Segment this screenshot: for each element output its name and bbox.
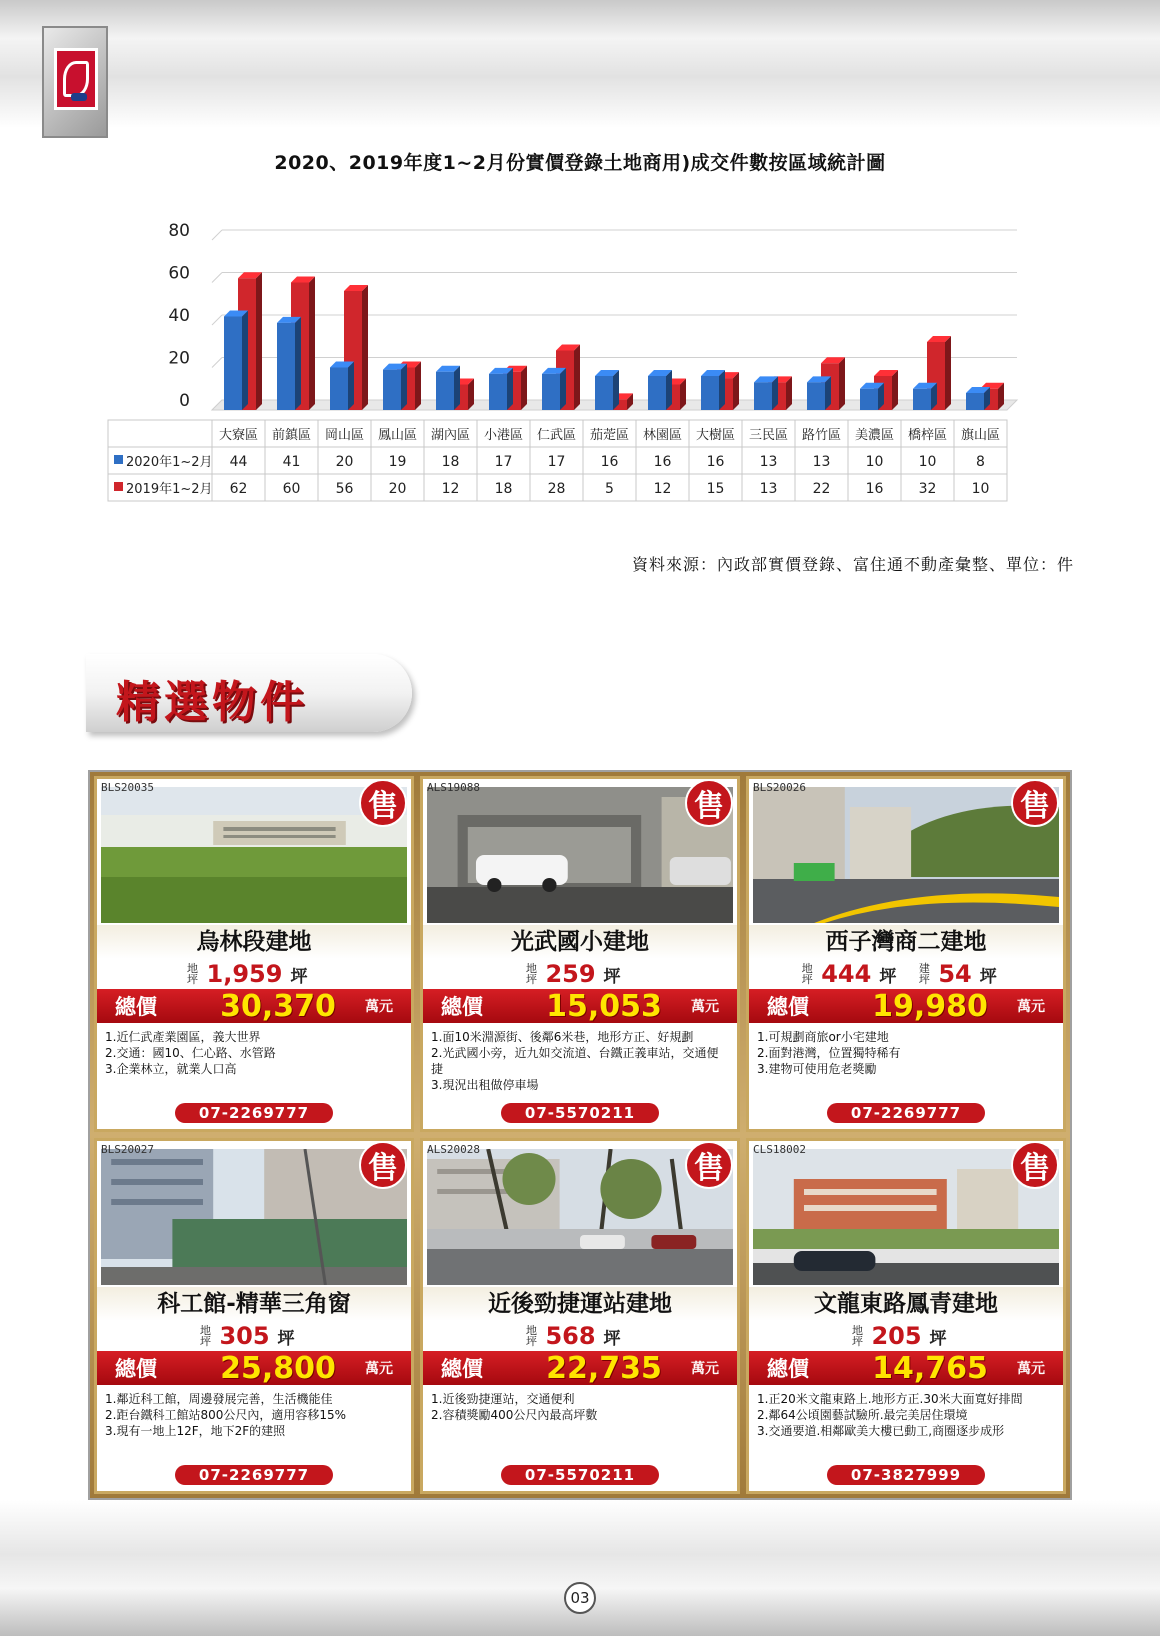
for-sale-badge: 售: [359, 779, 407, 827]
logo-emblem-icon: [54, 48, 98, 110]
listing-title[interactable]: 文龍東路鳳青建地: [749, 1287, 1063, 1321]
bar-2019-side: [362, 285, 368, 410]
data-label: 12: [653, 481, 672, 497]
land-area-label: 地 坪: [187, 962, 199, 986]
bar-2019-side: [839, 357, 845, 410]
area-row: [97, 1321, 411, 1351]
price-value: 30,370: [220, 988, 336, 1024]
price-label: 總價: [115, 1357, 157, 1381]
data-label: 12: [441, 481, 460, 497]
price-label: 總價: [767, 995, 809, 1019]
x-category-label: 林園區: [642, 428, 683, 443]
price-row: [749, 1351, 1063, 1385]
x-category-label: 路竹區: [801, 428, 842, 443]
feature-item: 1.鄰近科工館，周邊發展完善，生活機能佳: [105, 1392, 333, 1406]
feature-item: 1.近後勁捷運站，交通便利: [431, 1392, 575, 1406]
data-label: 44: [229, 454, 248, 470]
price-unit: 萬元: [1017, 1361, 1045, 1377]
price-unit: 萬元: [365, 999, 393, 1015]
data-label: 62: [229, 481, 248, 497]
listing-card[interactable]: [420, 1138, 740, 1494]
phone-button[interactable]: 07-2269777: [175, 1103, 333, 1123]
price-value: 14,765: [872, 1350, 988, 1386]
grid-line: [212, 358, 222, 368]
build-area-unit: 坪: [979, 966, 997, 987]
feature-item: 2.容積獎勵400公尺內最高坪數: [431, 1408, 598, 1422]
bar-2020: [648, 376, 666, 410]
data-label: 56: [335, 481, 354, 497]
bar-2019-side: [945, 336, 951, 410]
bar-2020: [277, 323, 295, 410]
grid-line: [212, 315, 222, 325]
bar-2020: [754, 382, 772, 410]
feature-list: [431, 1029, 729, 1093]
listing-title[interactable]: 烏林段建地: [97, 925, 411, 959]
price-row: [423, 989, 737, 1023]
for-sale-badge: 售: [1011, 779, 1059, 827]
price-row: [97, 1351, 411, 1385]
feature-item: 1.面10米淵源街、後鄰6米巷，地形方正、好規劃: [431, 1030, 694, 1044]
bar-2020: [224, 317, 242, 411]
land-area-unit: 坪: [603, 966, 621, 987]
listing-code: ALS19088: [427, 781, 480, 794]
area-row: [749, 959, 1063, 989]
price-label: 總價: [115, 995, 157, 1019]
data-label: 13: [759, 454, 778, 470]
land-area-label: 地 坪: [525, 962, 537, 986]
listing-card[interactable]: [94, 1138, 414, 1494]
land-area-unit: 坪: [929, 1328, 947, 1349]
price-label: 總價: [441, 1357, 483, 1381]
bar-2020: [966, 393, 984, 410]
bar-2020-side: [507, 368, 513, 410]
price-value: 19,980: [872, 988, 988, 1024]
land-area-unit: 坪: [879, 966, 897, 987]
build-area-label: 建 坪: [918, 962, 930, 986]
land-area-value: 205: [871, 1322, 922, 1350]
y-tick-label: 20: [168, 348, 190, 369]
area-row: [749, 1321, 1063, 1351]
data-label: 13: [812, 454, 831, 470]
price-unit: 萬元: [365, 1361, 393, 1377]
land-area-value: 259: [545, 960, 596, 988]
area-row: [423, 1321, 737, 1351]
data-label: 28: [547, 481, 566, 497]
footer-band: [0, 1500, 1160, 1636]
header-band: [0, 0, 1160, 128]
bar-2020: [807, 382, 825, 410]
listing-title[interactable]: 光武國小建地: [423, 925, 737, 959]
feature-list: [757, 1029, 1055, 1077]
price-unit: 萬元: [1017, 999, 1045, 1015]
data-label: 10: [971, 481, 990, 497]
bar-2020: [436, 372, 454, 410]
x-category-label: 岡山區: [324, 428, 365, 443]
bar-2019-side: [415, 362, 421, 411]
phone-button[interactable]: 07-5570211: [501, 1465, 659, 1485]
land-area-label: 地 坪: [525, 1324, 537, 1348]
bar-2020-side: [560, 368, 566, 410]
data-label: 17: [494, 454, 513, 470]
listing-card[interactable]: [420, 776, 740, 1132]
land-area-label: 地 坪: [851, 1324, 863, 1348]
feature-list: [431, 1391, 729, 1423]
bar-2020: [383, 370, 401, 410]
section-title: 精選物件: [116, 677, 308, 728]
chart-title: 2020、2019年度1~2月份實價登錄土地商用)成交件數按區域統計圖: [274, 152, 886, 174]
bar-2020: [330, 368, 348, 411]
x-category-label: 前鎮區: [271, 428, 312, 443]
bar-2019-side: [574, 345, 580, 411]
data-label: 60: [282, 481, 301, 497]
data-label: 16: [706, 454, 725, 470]
x-category-label: 大寮區: [218, 428, 259, 443]
data-label: 20: [388, 481, 407, 497]
listing-card[interactable]: [94, 776, 414, 1132]
listing-code: BLS20027: [101, 1143, 154, 1156]
listing-card[interactable]: [746, 1138, 1066, 1494]
bar-2020: [860, 389, 878, 410]
land-area-value: 1,959: [206, 960, 283, 988]
feature-item: 3.企業林立，就業人口高: [105, 1062, 237, 1076]
source-note: 資料來源：內政部實價登錄、富住通不動產彙整、單位：件: [631, 555, 1074, 574]
x-category-label: 茄萣區: [589, 428, 630, 443]
bar-2019-side: [733, 372, 739, 410]
phone-button[interactable]: 07-2269777: [827, 1103, 985, 1123]
data-label: 22: [812, 481, 831, 497]
data-label: 41: [282, 454, 301, 470]
bar-2020: [595, 376, 613, 410]
for-sale-badge: 售: [685, 779, 733, 827]
area-row: [97, 959, 411, 989]
x-category-label: 湖內區: [430, 428, 471, 443]
bar-2019-side: [309, 277, 315, 411]
feature-item: 1.可規劃商旅or小宅建地: [757, 1030, 889, 1044]
y-tick-label: 80: [168, 221, 190, 241]
bar-2020-side: [613, 370, 619, 410]
land-area-unit: 坪: [290, 966, 308, 987]
feature-list: [105, 1391, 403, 1439]
bar-2019-side: [521, 366, 527, 410]
feature-item: 2.鄰64公頃園藝試驗所.最完美居住環境: [757, 1408, 968, 1422]
legend-swatch: [114, 482, 123, 491]
listing-code: BLS20035: [101, 781, 154, 794]
feature-item: 2.光武國小旁，近九如交流道、台鐵正義車站，交通便捷: [431, 1046, 719, 1076]
for-sale-badge: 售: [685, 1141, 733, 1189]
data-label: 18: [441, 454, 460, 470]
grid-line: [212, 273, 222, 283]
legend-series-name: 2019年1~2月: [126, 482, 213, 497]
data-label: 20: [335, 454, 354, 470]
data-label: 5: [605, 481, 614, 497]
y-tick-label: 60: [168, 263, 190, 284]
x-category-label: 仁武區: [536, 428, 577, 443]
data-label: 16: [600, 454, 619, 470]
bar-2019-side: [256, 272, 262, 410]
listing-grid: [88, 770, 1072, 1500]
bar-chart: [100, 210, 1060, 540]
listing-code: BLS20026: [753, 781, 806, 794]
bar-2020: [489, 374, 507, 410]
bar-2020-side: [719, 370, 725, 410]
data-label: 18: [494, 481, 513, 497]
x-category-label: 大樹區: [695, 428, 736, 443]
bar-2020-side: [454, 366, 460, 410]
feature-item: 3.交通要道.相鄰歐美大樓已動工,商圈逐步成形: [757, 1424, 1005, 1438]
bar-2020-side: [666, 370, 672, 410]
bar-2020: [542, 374, 560, 410]
data-label: 10: [865, 454, 884, 470]
feature-list: [757, 1391, 1055, 1439]
y-tick-label: 40: [168, 306, 190, 326]
feature-item: 2.面對港灣，位置獨特稀有: [757, 1046, 901, 1060]
bar-2020-side: [242, 311, 248, 411]
land-area-value: 305: [219, 1322, 270, 1350]
section-header: [86, 654, 412, 732]
data-label: 10: [918, 454, 937, 470]
bar-2020-side: [348, 362, 354, 411]
data-label: 32: [918, 481, 937, 497]
bar-2020-side: [401, 364, 407, 410]
listing-code: ALS20028: [427, 1143, 480, 1156]
data-label: 17: [547, 454, 566, 470]
data-label: 16: [865, 481, 884, 497]
grid-line: [212, 230, 222, 240]
land-area-unit: 坪: [603, 1328, 621, 1349]
feature-item: 2.交通：國10、仁心路、水管路: [105, 1046, 276, 1060]
listing-title[interactable]: 近後勁捷運站建地: [423, 1287, 737, 1321]
feature-item: 1.近仁武產業園區，義大世界: [105, 1030, 261, 1044]
bar-2019-side: [892, 370, 898, 410]
land-area-label: 地 坪: [801, 962, 813, 986]
x-category-label: 小港區: [483, 428, 524, 443]
build-area-value: 54: [938, 960, 972, 988]
price-row: [749, 989, 1063, 1023]
land-area-value: 444: [821, 960, 872, 988]
land-area-value: 568: [545, 1322, 596, 1350]
for-sale-badge: 售: [1011, 1141, 1059, 1189]
phone-button[interactable]: 07-2269777: [175, 1465, 333, 1485]
price-label: 總價: [767, 1357, 809, 1381]
page-number: 03: [564, 1582, 596, 1614]
data-label: 15: [706, 481, 725, 497]
phone-button[interactable]: 07-3827999: [827, 1465, 985, 1485]
data-label: 13: [759, 481, 778, 497]
phone-button[interactable]: 07-5570211: [501, 1103, 659, 1123]
y-tick-label: 0: [179, 391, 190, 411]
listing-code: CLS18002: [753, 1143, 806, 1156]
data-label: 16: [653, 454, 672, 470]
price-value: 15,053: [546, 988, 662, 1024]
company-logo: [42, 26, 108, 138]
for-sale-badge: 售: [359, 1141, 407, 1189]
data-label: 19: [388, 454, 407, 470]
price-unit: 萬元: [691, 999, 719, 1015]
x-category-label: 橋梓區: [907, 428, 948, 443]
legend-series-name: 2020年1~2月: [126, 455, 213, 470]
feature-item: 3.建物可使用危老獎勵: [757, 1062, 877, 1076]
land-area-label: 地 坪: [199, 1324, 211, 1348]
price-label: 總價: [441, 995, 483, 1019]
x-category-label: 美濃區: [854, 428, 895, 443]
feature-item: 3.現有一地上12F，地下2F的建照: [105, 1424, 286, 1438]
x-category-label: 三民區: [748, 428, 789, 443]
legend-swatch: [114, 455, 123, 464]
x-category-label: 鳳山區: [377, 428, 418, 443]
bar-2020: [701, 376, 719, 410]
price-unit: 萬元: [691, 1361, 719, 1377]
listing-title[interactable]: 西子灣商二建地: [749, 925, 1063, 959]
bar-2020: [913, 389, 931, 410]
price-value: 25,800: [220, 1350, 336, 1386]
x-category-label: 旗山區: [960, 428, 1001, 443]
feature-item: 1.正20米文龍東路上.地形方正.30米大面寬好排間: [757, 1392, 1023, 1406]
land-area-unit: 坪: [277, 1328, 295, 1349]
price-row: [423, 1351, 737, 1385]
area-row: [423, 959, 737, 989]
price-value: 22,735: [546, 1350, 662, 1386]
feature-list: [105, 1029, 403, 1077]
price-row: [97, 989, 411, 1023]
data-label: 8: [976, 454, 985, 470]
bar-2020-side: [295, 317, 301, 410]
listing-card[interactable]: [746, 776, 1066, 1132]
listing-title[interactable]: 科工館-精華三角窗: [97, 1287, 411, 1321]
feature-item: 2.距台鐵科工館站800公尺內，適用容移15%: [105, 1408, 347, 1422]
feature-item: 3.現況出租做停車場: [431, 1078, 539, 1092]
